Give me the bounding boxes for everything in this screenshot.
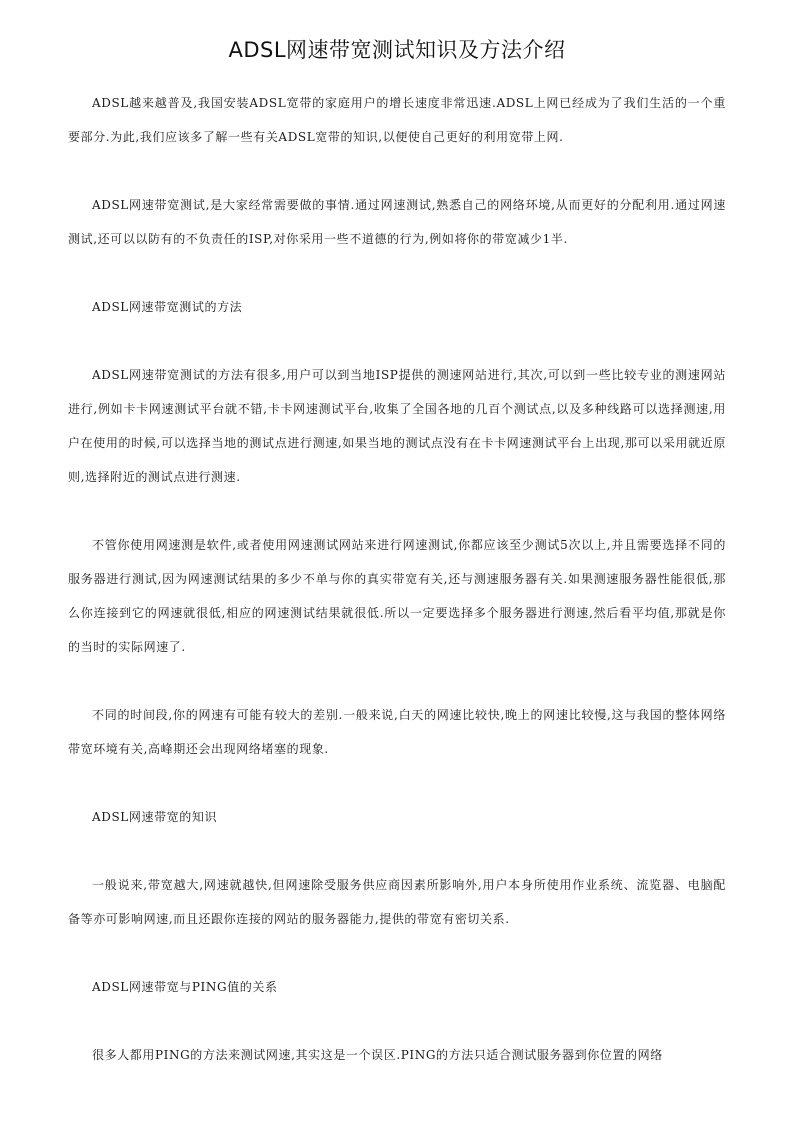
paragraph-intro: ADSL越来越普及,我国安装ADSL宽带的家庭用户的增长速度非常迅速.ADSL上网已经成为了我们生活的一个重要部分.为此,我们应该多了解一些有关ADSL宽带的知识,以便使自己更好的利用宽带上网. <box>68 96 726 144</box>
paragraph-gap <box>68 324 726 358</box>
paragraph-test-methods: ADSL网速带宽测试的方法有很多,用户可以到当地ISP提供的测速网站进行,其次,可以到一些比较专业的测速网站进行,例如卡卡网速测试平台就不错,卡卡网速测试平台,收集了全国各地的几百个测试点,以及多种线路可以选择测速,用户在使用的时候,可以选择当地的测试点进行测速,如果当地的测试点没有在卡卡网速测试平台上出现,那可以采用就近原则,选择附近的测试点进行测速. <box>68 368 726 484</box>
paragraph-gap <box>68 834 726 868</box>
paragraph-gap <box>68 256 726 290</box>
paragraph-bandwidth-factors: 一般说来,带宽越大,网速就越快,但网速除受服务供应商因素所影响外,用户本身所使用作业系统、流览器、电脑配备等亦可影响网速,而且还跟你连接的网站的服务器能力,提供的带宽有密切关系. <box>68 878 726 926</box>
section-heading-ping-relation: ADSL网速带宽与PING值的关系 <box>92 980 278 994</box>
section-heading-test-methods: ADSL网速带宽测试的方法 <box>92 300 243 314</box>
paragraph-multiple-tests: 不管你使用网速测是软件,或者使用网速测试网站来进行网速测试,你都应该至少测试5次以上,并且需要选择不同的服务器进行测试,因为网速测试结果的多少不单与你的真实带宽有关,还与测速服务器有关.如果测速服务器性能很低,那么你连接到它的网速就很低,相应的网速测试结果就很低.所以一定要选择多个服务器进行测速,然后看平均值,那就是你的当时的实际网速了. <box>68 538 726 654</box>
paragraph-gap <box>68 154 726 188</box>
paragraph-gap <box>68 766 726 800</box>
paragraph-gap <box>68 494 726 528</box>
paragraph-ping-misconception: 很多人都用PING的方法来测试网速,其实这是一个误区.PING的方法只适合测试服务器到你位置的网络 <box>92 1048 663 1062</box>
paragraph-gap <box>68 936 726 970</box>
paragraph-gap <box>68 664 726 698</box>
section-heading-bandwidth-knowledge: ADSL网速带宽的知识 <box>92 810 218 824</box>
paragraph-gap <box>68 1004 726 1038</box>
document-title: ADSL网速带宽测试知识及方法介绍 <box>228 38 566 62</box>
paragraph-time-periods: 不同的时间段,你的网速有可能有较大的差别.一般来说,白天的网速比较快,晚上的网速比较慢,这与我国的整体网络带宽环境有关,高峰期还会出现网络堵塞的现象. <box>68 708 726 756</box>
paragraph-speed-test-purpose: ADSL网速带宽测试,是大家经常需要做的事情.通过网速测试,熟悉自己的网络环境,从而更好的分配利用.通过网速测试,还可以以防有的不负责任的ISP,对你采用一些不道德的行为,例如将你的带宽减少1半. <box>68 198 726 246</box>
